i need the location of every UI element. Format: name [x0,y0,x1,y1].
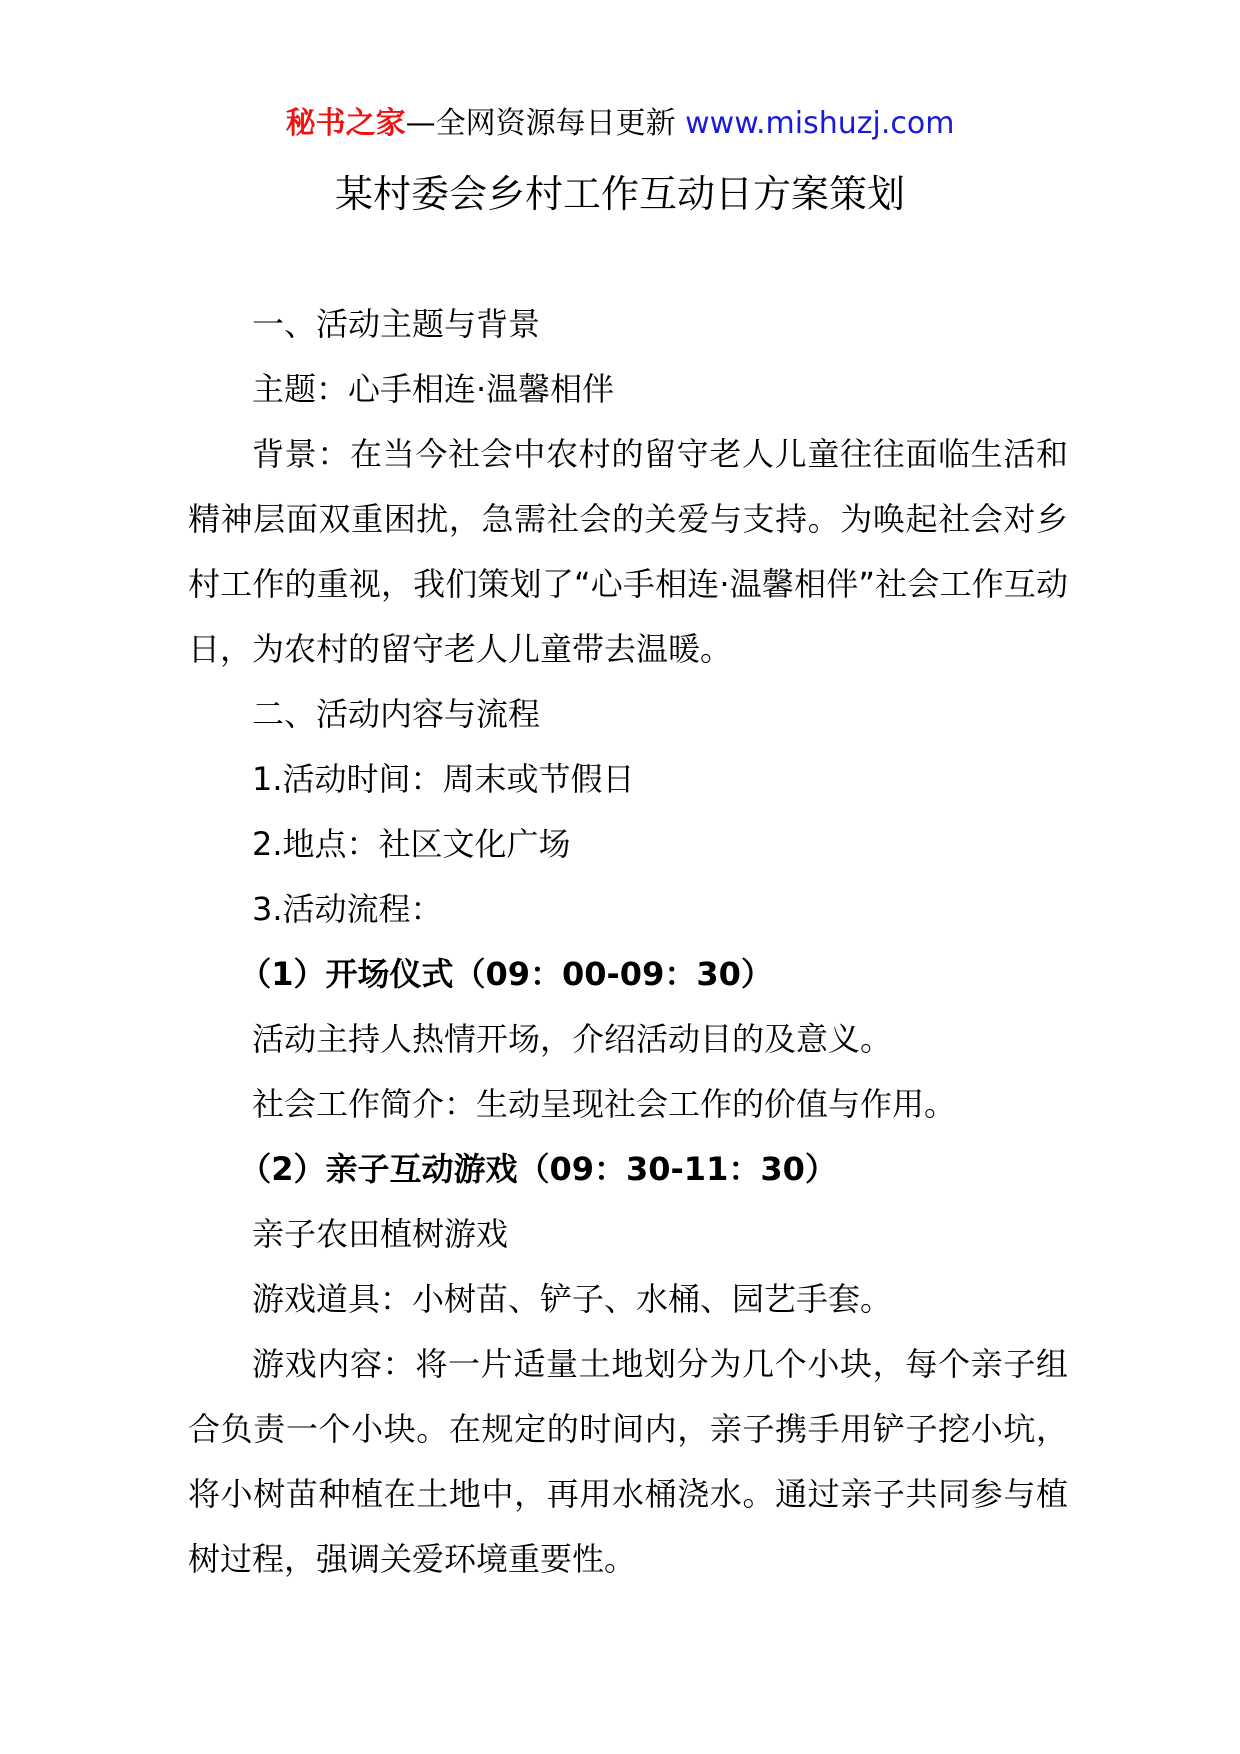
brand-name: 秘书之家 [285,106,406,141]
paragraph: 1.活动时间：周末或节假日 [252,760,635,798]
site-header [0,100,1240,148]
paragraph: 游戏内容：将一片适量土地划分为几个小块，每个亲子组合负责一个小块。在规定的时间内，亲子携手用铲子挖小坑，将小树苗种植在土地中，再用水桶浇水。通过亲子共同参与植树过程，强调关爱环境重要性。 [188,1345,1068,1578]
site-url-link[interactable]: www.mishuzj.com [685,106,955,141]
paragraph: 3.活动流程： [252,890,443,928]
section-heading: 二、活动内容与流程 [252,695,541,733]
paragraph: 活动主持人热情开场，介绍活动目的及意义。 [252,1020,893,1058]
subsection-heading: （1）开场仪式（09：00-09：30） [239,955,773,993]
paragraph: 社会工作简介：生动呈现社会工作的价值与作用。 [252,1085,957,1123]
document-body [188,292,1068,1592]
document-title: 某村委会乡村工作互动日方案策划 [334,172,905,216]
paragraph: 亲子农田植树游戏 [252,1215,509,1253]
section-heading: 一、活动主题与背景 [252,305,541,343]
paragraph: 2.地点：社区文化广场 [252,825,571,863]
paragraph: 背景：在当今社会中农村的留守老人儿童往往面临生活和精神层面双重困扰，急需社会的关爱与支持。为唤起社会对乡村工作的重视，我们策划了“心手相连·温馨相伴”社会工作互动日，为农村的留守老人儿童带去温暖。 [188,435,1068,668]
header-tagline: —全网资源每日更新 [405,106,676,141]
paragraph: 主题：心手相连·温馨相伴 [252,370,615,408]
subsection-heading: （2）亲子互动游戏（09：30-11：30） [239,1150,837,1188]
paragraph: 游戏道具：小树苗、铲子、水桶、园艺手套。 [252,1280,893,1318]
